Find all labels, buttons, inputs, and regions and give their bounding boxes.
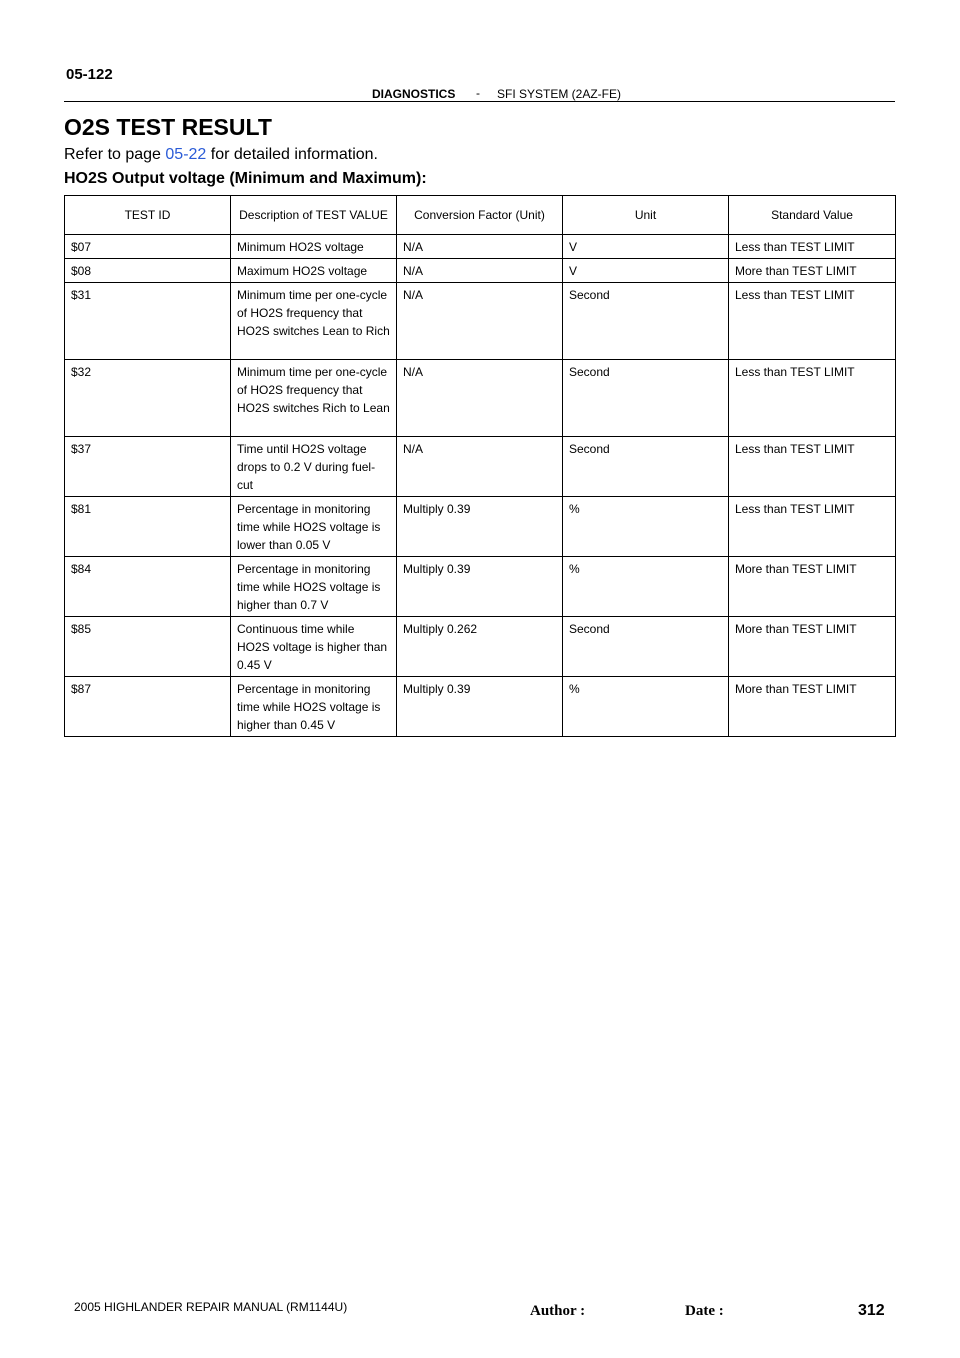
table-row (65, 259, 896, 283)
standard-value-cell: More than TEST LIMIT (729, 557, 896, 617)
footer-manual-title: 2005 HIGHLANDER REPAIR MANUAL (RM1144U) (74, 1300, 348, 1314)
test-id-cell: $07 (65, 235, 231, 259)
test-id-cell: $31 (65, 283, 231, 360)
description-cell: Minimum time per one-cycle of HO2S frequency that HO2S switches Lean to Rich (231, 283, 397, 360)
footer-page-number: 312 (858, 1302, 885, 1319)
conversion-factor-cell: N/A (397, 235, 563, 259)
o2s-test-table (64, 195, 896, 737)
table-row (65, 235, 896, 259)
unit-cell: Second (563, 283, 729, 360)
unit-cell: V (563, 235, 729, 259)
table-row (65, 497, 896, 557)
standard-value-cell: More than TEST LIMIT (729, 677, 896, 737)
header-system: SFI SYSTEM (2AZ-FE) (497, 87, 622, 101)
standard-value-cell: More than TEST LIMIT (729, 617, 896, 677)
refer-prefix: Refer to page (64, 146, 161, 163)
description-cell: Continuous time while HO2S voltage is higher than 0.45 V (231, 617, 397, 677)
refer-suffix: for detailed information. (210, 146, 378, 163)
footer-author-label: Author : (530, 1303, 586, 1319)
table-row (65, 677, 896, 737)
test-id-cell: $85 (65, 617, 231, 677)
table-header-row (65, 196, 896, 235)
refer-link[interactable]: 05-22 (165, 146, 207, 163)
test-id-cell: $32 (65, 360, 231, 437)
standard-value-cell: More than TEST LIMIT (729, 259, 896, 283)
unit-cell: Second (563, 617, 729, 677)
unit-cell: % (563, 557, 729, 617)
column-header-unit: Unit (563, 196, 729, 235)
header-section: DIAGNOSTICS (372, 87, 456, 101)
refer-line (64, 146, 378, 164)
description-cell: Percentage in monitoring time while HO2S voltage is higher than 0.45 V (231, 677, 397, 737)
test-id-cell: $87 (65, 677, 231, 737)
table-row (65, 360, 896, 437)
test-id-cell: $08 (65, 259, 231, 283)
unit-cell: V (563, 259, 729, 283)
conversion-factor-cell: N/A (397, 283, 563, 360)
standard-value-cell: Less than TEST LIMIT (729, 360, 896, 437)
conversion-factor-cell: Multiply 0.39 (397, 677, 563, 737)
description-cell: Maximum HO2S voltage (231, 259, 397, 283)
conversion-factor-cell: N/A (397, 437, 563, 497)
test-id-cell: $81 (65, 497, 231, 557)
standard-value-cell: Less than TEST LIMIT (729, 283, 896, 360)
table-row (65, 557, 896, 617)
test-id-cell: $84 (65, 557, 231, 617)
description-cell: Percentage in monitoring time while HO2S voltage is higher than 0.7 V (231, 557, 397, 617)
page-title: O2S TEST RESULT (64, 114, 272, 140)
header-separator: - (476, 86, 480, 100)
description-cell: Minimum time per one-cycle of HO2S frequency that HO2S switches Rich to Lean (231, 360, 397, 437)
standard-value-cell: Less than TEST LIMIT (729, 235, 896, 259)
footer-date-label: Date : (685, 1303, 724, 1319)
description-cell: Time until HO2S voltage drops to 0.2 V during fuel-cut (231, 437, 397, 497)
column-header-conversion-factor: Conversion Factor (Unit) (397, 196, 563, 235)
conversion-factor-cell: Multiply 0.262 (397, 617, 563, 677)
test-id-cell: $37 (65, 437, 231, 497)
unit-cell: Second (563, 437, 729, 497)
unit-cell: % (563, 497, 729, 557)
conversion-factor-cell: Multiply 0.39 (397, 497, 563, 557)
page-number: 05-122 (66, 66, 113, 83)
column-header-description: Description of TEST VALUE (231, 196, 397, 235)
conversion-factor-cell: N/A (397, 259, 563, 283)
header-rule (64, 101, 895, 102)
table-row (65, 437, 896, 497)
standard-value-cell: Less than TEST LIMIT (729, 497, 896, 557)
description-cell: Minimum HO2S voltage (231, 235, 397, 259)
description-cell: Percentage in monitoring time while HO2S voltage is lower than 0.05 V (231, 497, 397, 557)
table-row (65, 283, 896, 360)
section-subtitle: HO2S Output voltage (Minimum and Maximum): (64, 170, 427, 187)
standard-value-cell: Less than TEST LIMIT (729, 437, 896, 497)
unit-cell: % (563, 677, 729, 737)
conversion-factor-cell: N/A (397, 360, 563, 437)
column-header-test-id: TEST ID (65, 196, 231, 235)
conversion-factor-cell: Multiply 0.39 (397, 557, 563, 617)
unit-cell: Second (563, 360, 729, 437)
column-header-standard-value: Standard Value (729, 196, 896, 235)
table-row (65, 617, 896, 677)
